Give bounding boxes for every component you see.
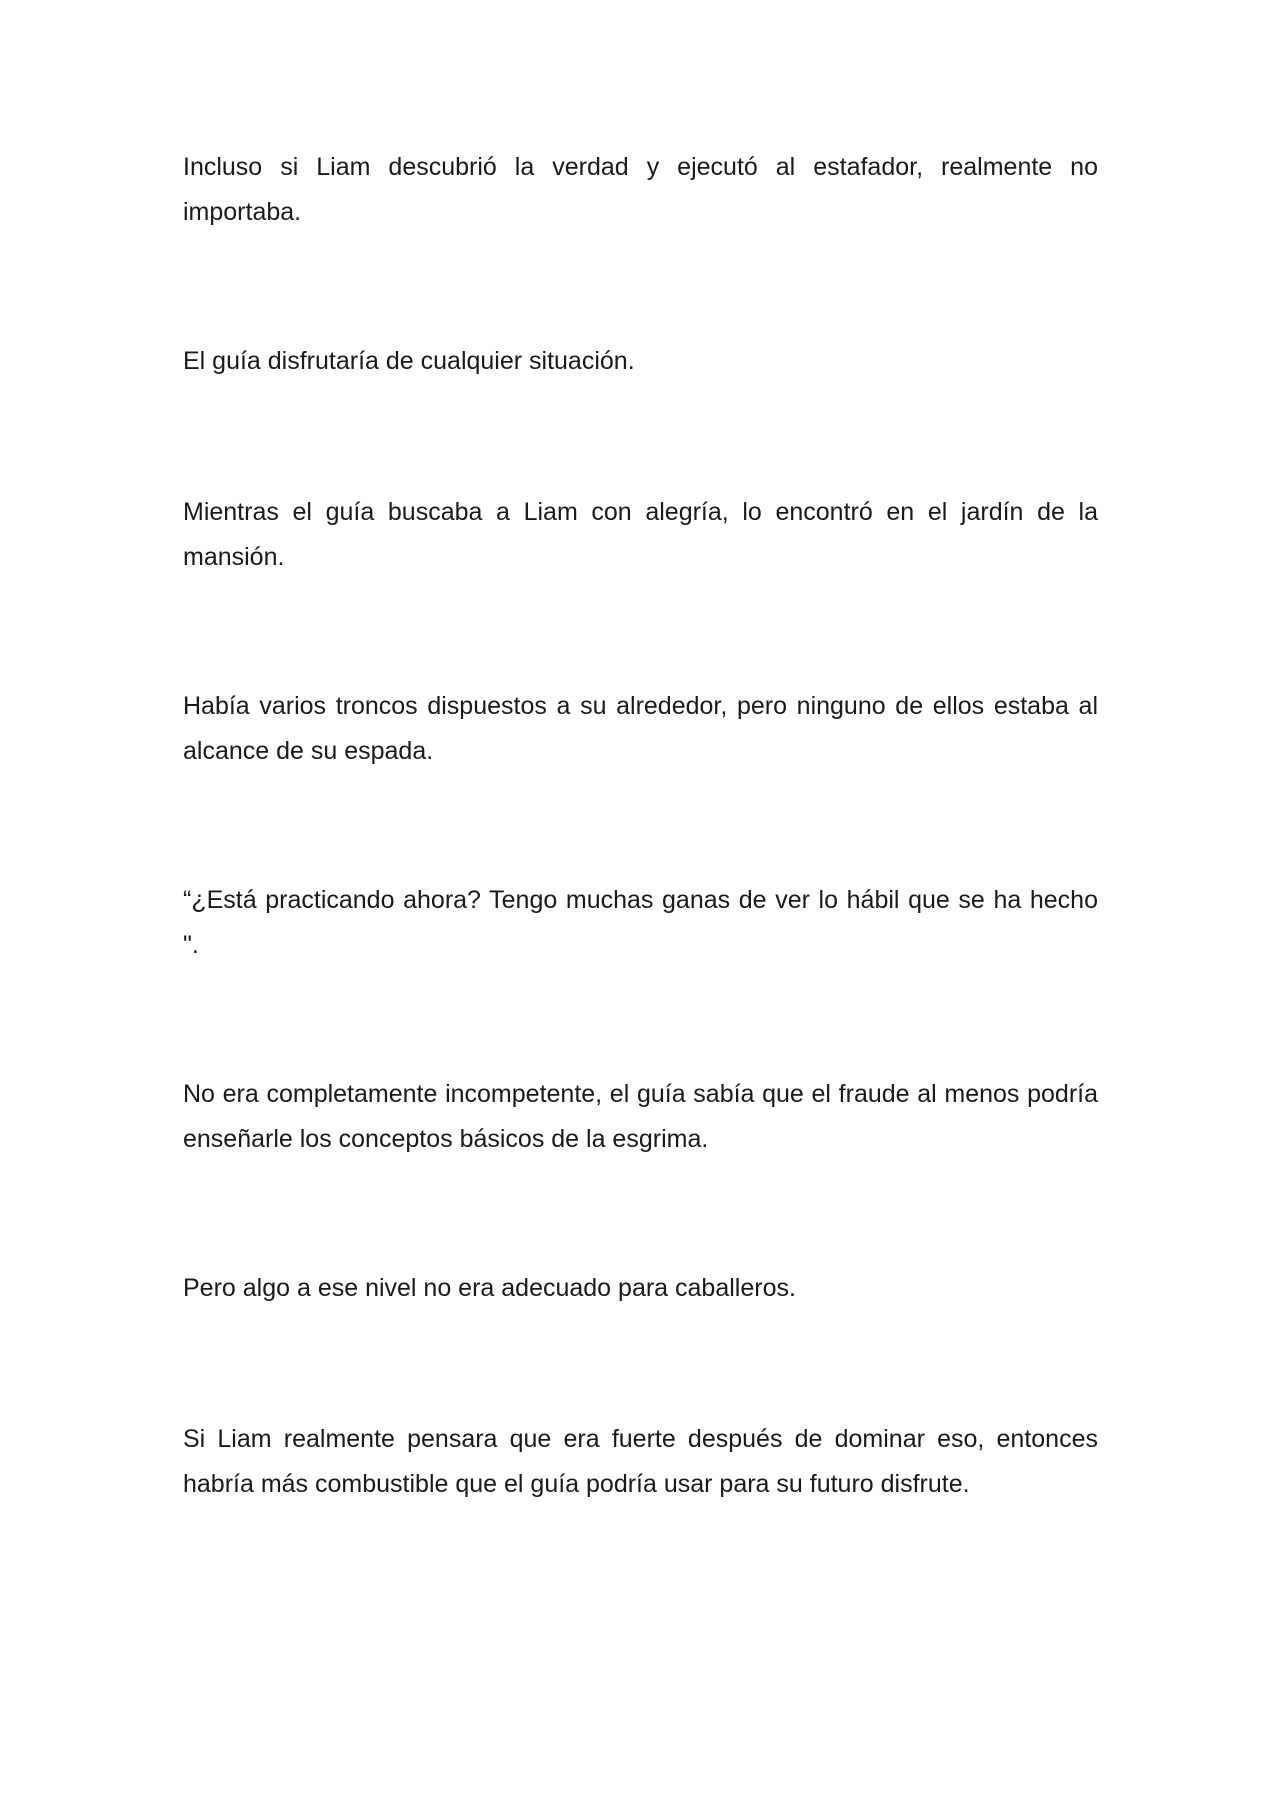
paragraph-2: El guía disfrutaría de cualquier situación.: [183, 347, 635, 375]
paragraph-6: No era completamente incompetente, el guía sabía que el fraude al menos podría enseñarle los conceptos básicos de la esgrima.: [183, 1080, 1098, 1153]
paragraph-3: Mientras el guía buscaba a Liam con alegría, lo encontró en el jardín de la mansión.: [183, 498, 1098, 571]
paragraph-1: Incluso si Liam descubrió la verdad y ejecutó al estafador, realmente no importaba.: [183, 153, 1098, 226]
paragraph-8: Si Liam realmente pensara que era fuerte después de dominar eso, entonces habría más combustible que el guía podría usar para su futuro disfrute.: [183, 1425, 1098, 1498]
paragraph-5-dialogue: “¿Está practicando ahora? Tengo muchas ganas de ver lo hábil que se ha hecho ".: [183, 886, 1098, 959]
paragraph-4: Había varios troncos dispuestos a su alrededor, pero ninguno de ellos estaba al alcance de su espada.: [183, 692, 1098, 765]
paragraph-7: Pero algo a ese nivel no era adecuado para caballeros.: [183, 1274, 796, 1302]
